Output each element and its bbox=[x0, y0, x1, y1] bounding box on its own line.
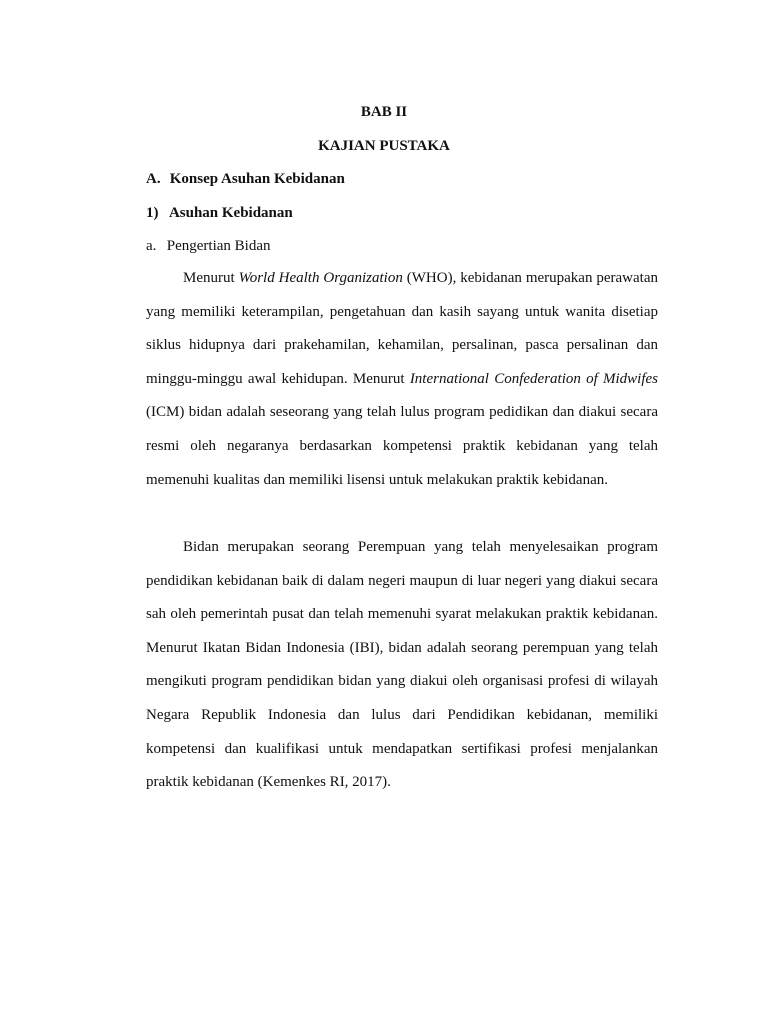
paragraph-text: (WHO), kebidanan merupakan perawatan yang memiliki keterampilan, pengetahuan dan kasih sayang untuk wanita disetiap siklus hidupnya dari prakehamilan, kehamilan, persalinan, pasca persalinan dan minggu-minggu awal kehidupan. Menurut bbox=[146, 270, 658, 387]
chapter-title: KAJIAN PUSTAKA bbox=[318, 138, 450, 154]
section-title: Konsep Asuhan Kebidanan bbox=[169, 171, 345, 187]
subsection-heading bbox=[146, 203, 293, 223]
item-title: Pengertian Bidan bbox=[166, 238, 271, 254]
subsection-marker: 1) bbox=[146, 205, 159, 221]
paragraph-text: (ICM) bidan adalah seseorang yang telah lulus program pedidikan dan diakui secara resmi oleh negaranya berdasarkan kompetensi praktik kebidanan yang telah memenuhi kualitas dan memiliki lisensi untuk melakukan praktik kebidanan. bbox=[146, 404, 658, 488]
paragraph-ibi: Bidan merupakan seorang Perempuan yang telah menyelesaikan program pendidikan kebidanan baik di dalam negeri maupun di luar negeri yang diakui secara sah oleh pemerintah pusat dan telah memenuhi syarat melakukan praktik kebidanan. Menurut Ikatan Bidan Indonesia (IBI), bidan adalah seorang perempuan yang telah mengikuti program pendidikan bidan yang diakui oleh organisasi profesi di wilayah Negara Republik Indonesia dan lulus dari Pendidikan kebidanan, memiliki kompetensi dan kualifikasi untuk mendapatkan sertifikasi profesi menjalankan praktik kebidanan (Kemenkes RI, 2017). bbox=[146, 539, 658, 791]
subsection-title: Asuhan Kebidanan bbox=[168, 205, 293, 221]
section-heading bbox=[146, 169, 345, 189]
item-marker: a. bbox=[146, 238, 157, 254]
item-heading bbox=[146, 236, 270, 256]
italic-term: World Health Organization bbox=[238, 270, 403, 286]
paragraph-text: Menurut bbox=[183, 270, 239, 286]
paragraph-who-icm bbox=[146, 262, 658, 497]
chapter-heading: BAB II bbox=[360, 104, 408, 120]
italic-term: International Confederation of Midwifes bbox=[409, 370, 658, 387]
section-marker: A. bbox=[146, 171, 161, 187]
